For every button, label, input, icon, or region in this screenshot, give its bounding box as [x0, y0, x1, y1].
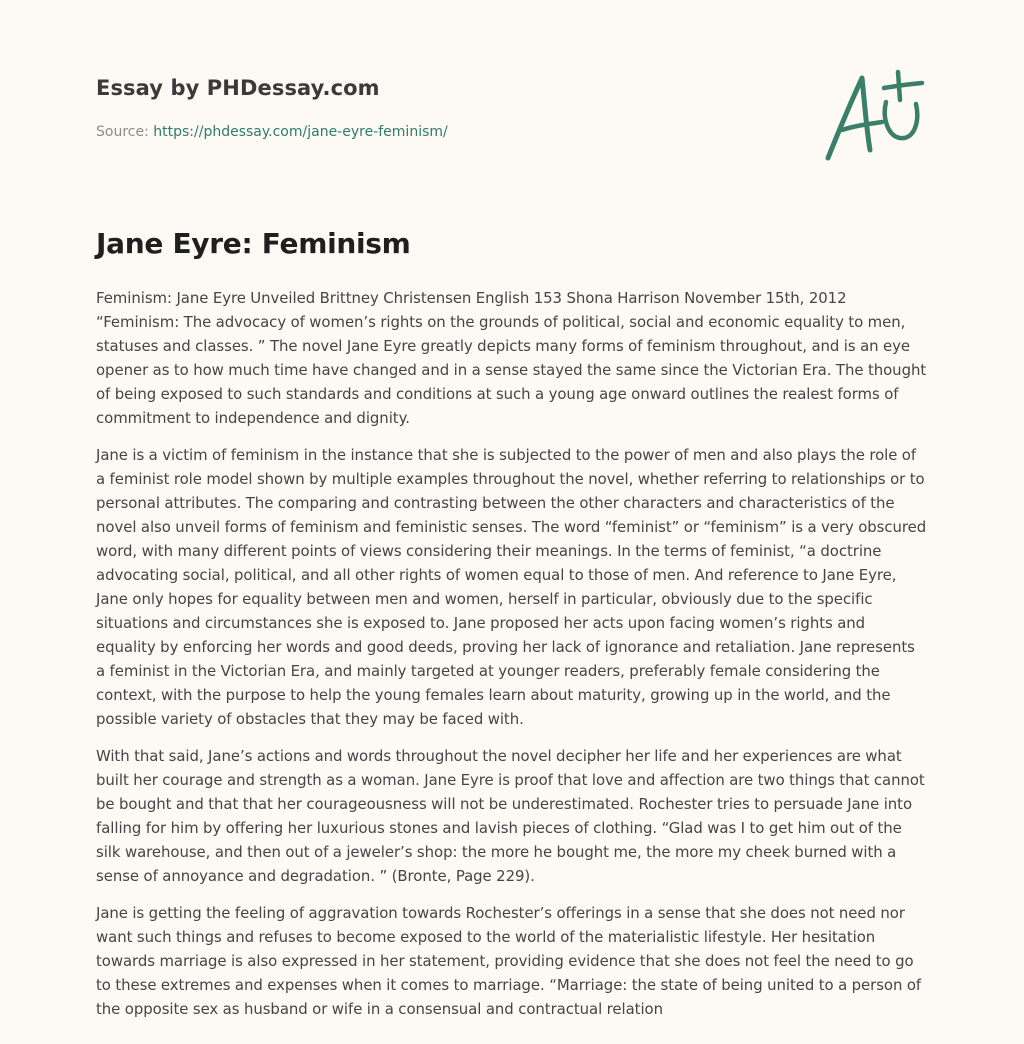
- site-title: Essay by PHDessay.com: [96, 76, 380, 100]
- article-paragraph: Jane is getting the feeling of aggravation towards Rochester’s offerings in a sense that she does not need nor want such things and refuses to become exposed to the world of the materialistic lifestyle. Her hesitation towards marriage is also expressed in her statement, providing evidence that she does not feel the need to go to these extremes and expenses when it comes to marriage. “Marriage: the state of being united to a person of the opposite sex as husband or wife in a consensual and contractual relation: [96, 904, 922, 1018]
- article-paragraph: With that said, Jane’s actions and words throughout the novel decipher her life and her experiences are what built her courage and strength as a woman. Jane Eyre is proof that love and affection are two things that cannot be bought and that that her courageousness will not be underestimated. Rochester tries to persuade Jane into falling for him by offering her luxurious stones and lavish pieces of clothing. “Glad was I to get him out of the silk warehouse, and then out of a jeweler’s shop: the more he bought me, the more my cheek burned with a sense of annoyance and degradation. ” (Bronte, Page 229).: [96, 747, 925, 885]
- article-title: Jane Eyre: Feminism: [96, 227, 411, 260]
- source-link[interactable]: https://phdessay.com/jane-eyre-feminism/: [153, 124, 448, 140]
- a-plus-logo-icon: [820, 66, 930, 166]
- article-paragraph: Jane is a victim of feminism in the instance that she is subjected to the power of men and also plays the role of a feminist role model shown by multiple examples throughout the novel, whether referring to relationships or to personal attributes. The comparing and contrasting between the other characters and characteristics of the novel also unveil forms of feminism and feministic senses. The word “feminist” or “feminism” is a very obscured word, with many different points of views considering their meanings. In the terms of feminist, “a doctrine advocating social, political, and all other rights of women equal to those of men. And reference to Jane Eyre, Jane only hopes for equality between men and women, herself in particular, obviously due to the specific situations and circumstances she is exposed to. Jane proposed her acts upon facing women’s rights and equality by enforcing her words and good deeds, proving her lack of ignorance and retaliation. Jane represents a feminist in the Victorian Era, and mainly targeted at younger readers, preferably female considering the context, with the purpose to help the young females learn about maturity, growing up in the world, and the possible variety of obstacles that they may be faced with.: [96, 446, 927, 728]
- article-body: [96, 286, 928, 1034]
- article-paragraph: Feminism: Jane Eyre Unveiled Brittney Christensen English 153 Shona Harrison November 15th, 2012 “Feminism: The advocacy of women’s rights on the grounds of political, social and economic equality to men, statuses and classes. ” The novel Jane Eyre greatly depicts many forms of feminism throughout, and is an eye opener as to how much time have changed and in a sense stayed the same since the Victorian Era. The thought of being exposed to such standards and conditions at such a young age onward outlines the realest forms of commitment to independence and dignity.: [96, 289, 927, 427]
- source-line: [96, 124, 448, 140]
- source-label: Source:: [96, 124, 154, 140]
